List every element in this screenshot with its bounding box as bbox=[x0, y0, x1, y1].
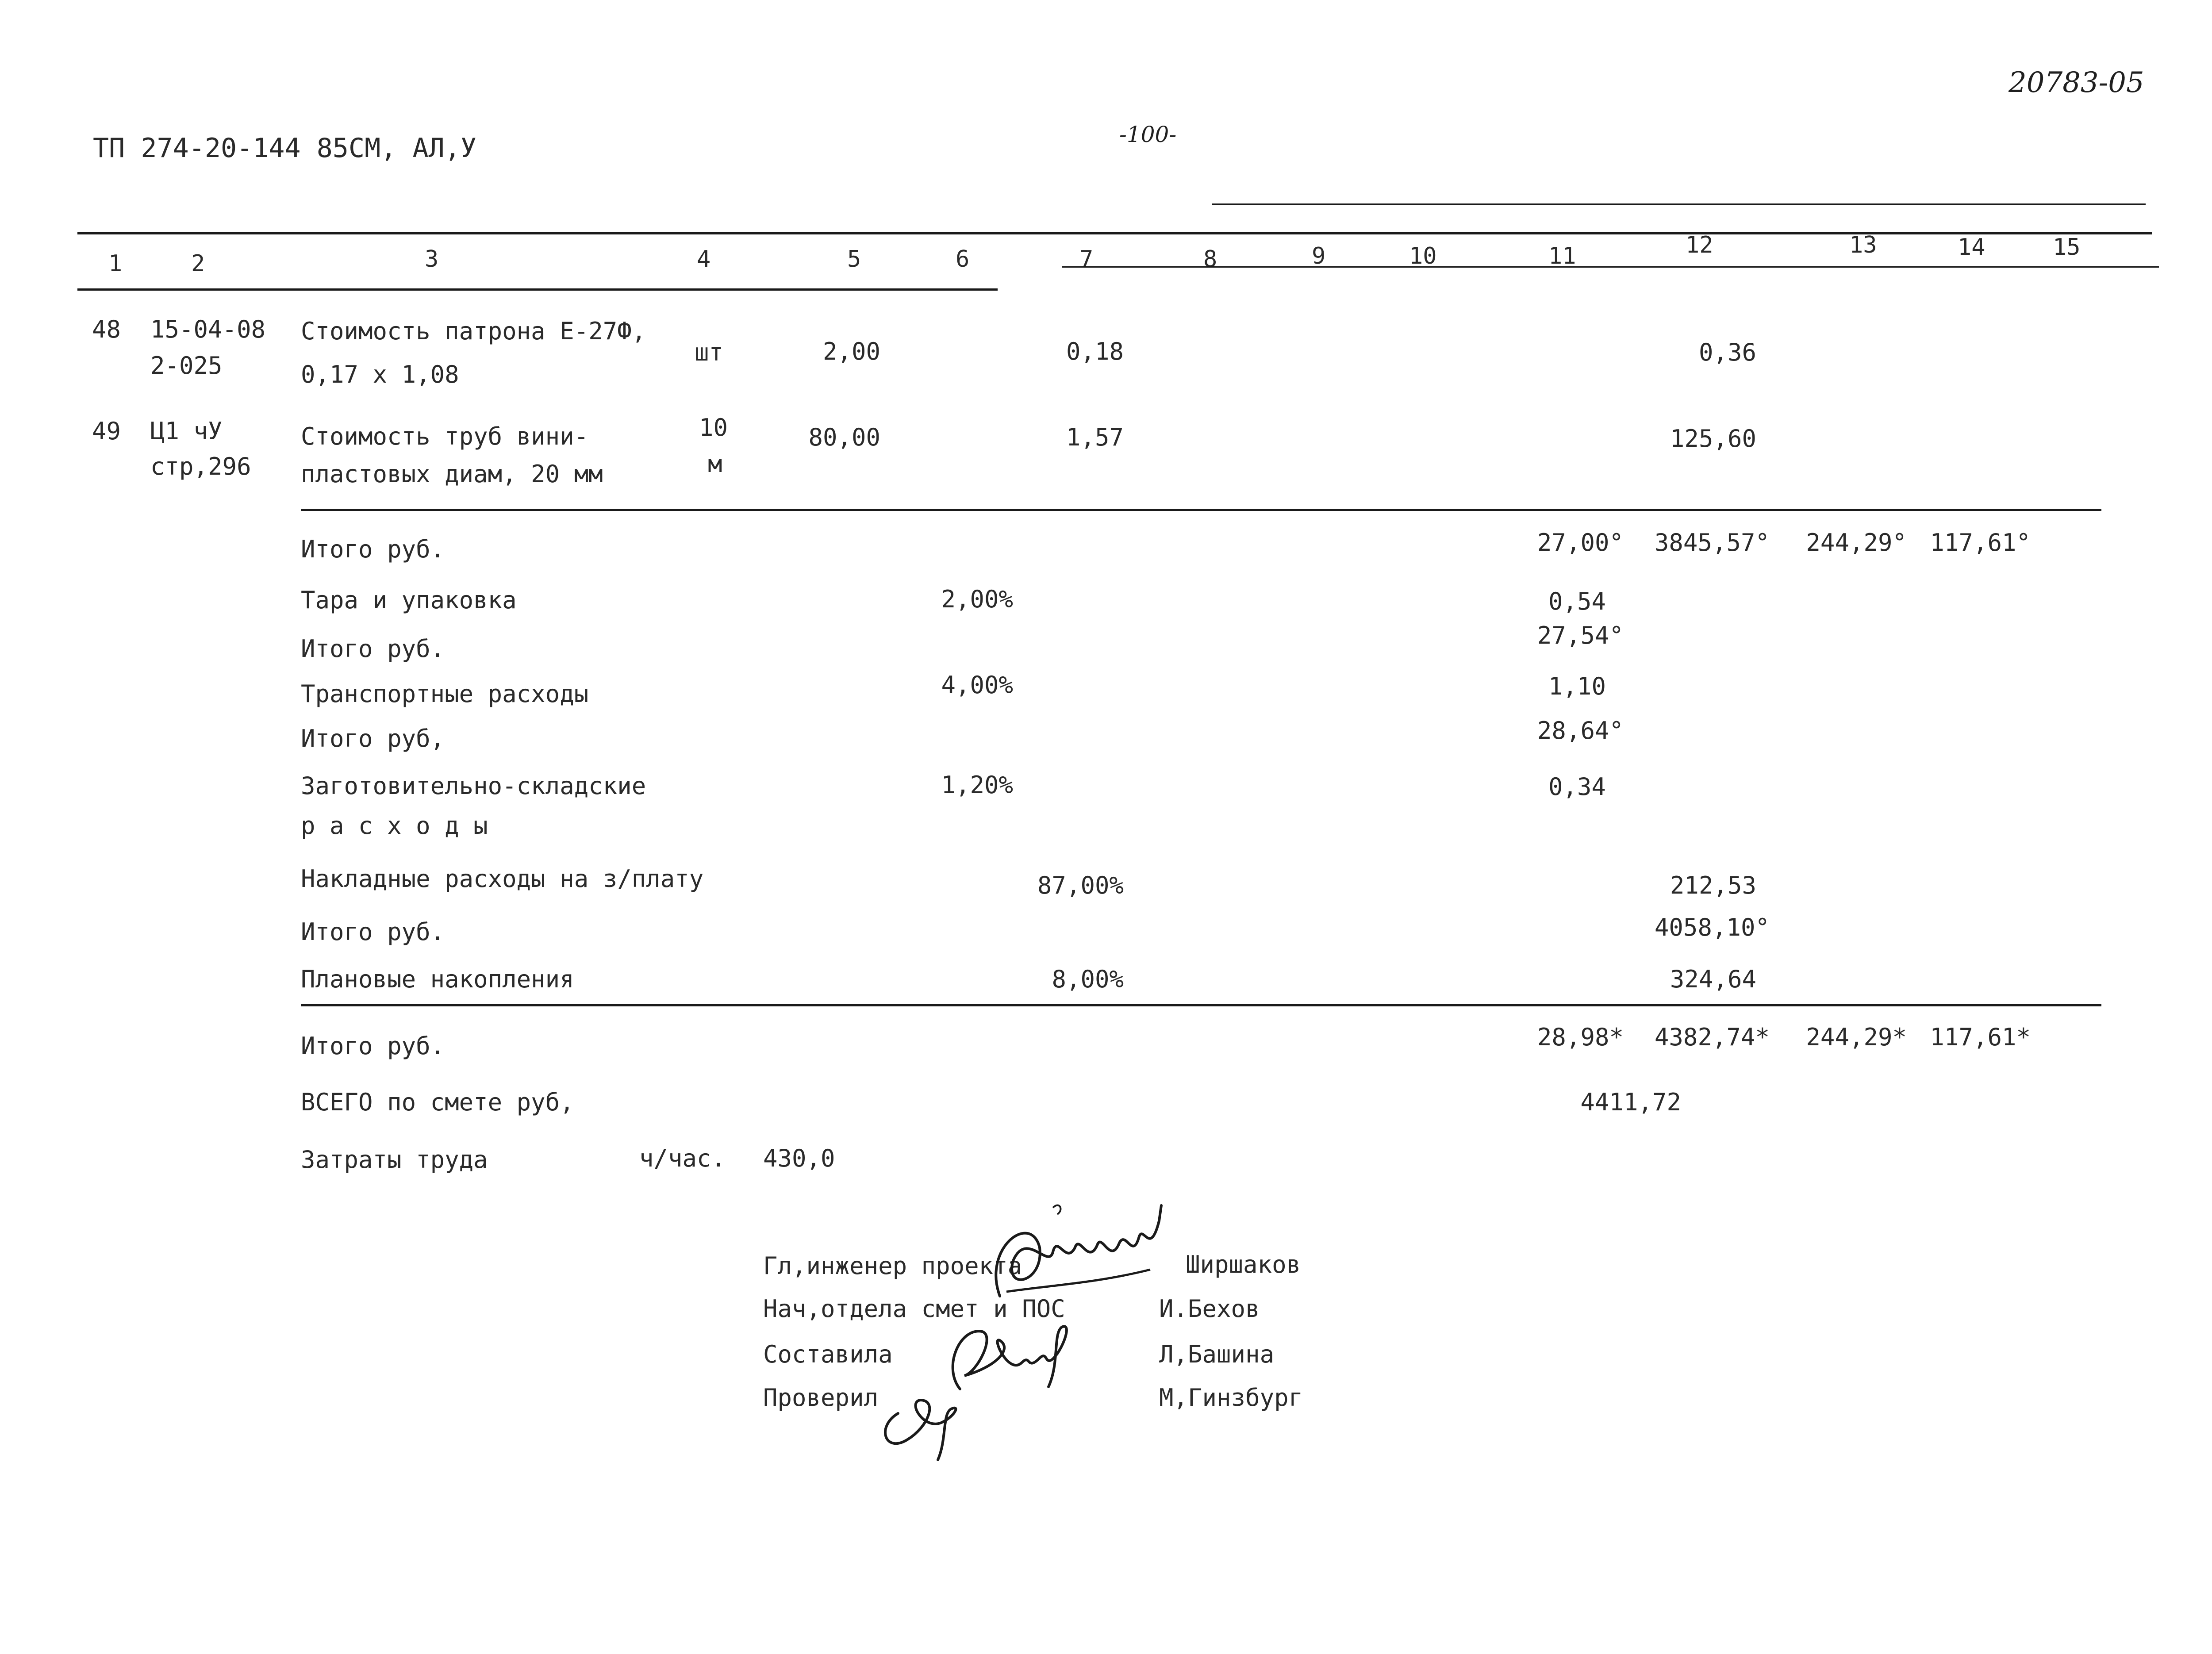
nakladnye-label: Накладные расходы на з/плату bbox=[301, 865, 704, 893]
column-number-7: 7 bbox=[1079, 246, 1094, 272]
planovye-label: Плановые накопления bbox=[301, 965, 574, 993]
signature-name-4: М,Гинзбург bbox=[1159, 1384, 1303, 1412]
labor-value: 430,0 bbox=[763, 1144, 835, 1172]
row-49-num: 49 bbox=[92, 417, 121, 445]
signature-role-3: Составила bbox=[763, 1340, 893, 1368]
itogo-5-col11: 28,98* bbox=[1537, 1023, 1624, 1051]
itogo-2-label: Итого руб. bbox=[301, 635, 445, 663]
row-49-price: 1,57 bbox=[1066, 423, 1124, 451]
signature-name-1: Ширшаков bbox=[1186, 1251, 1301, 1278]
itogo-3-label: Итого руб, bbox=[301, 725, 445, 752]
nakladnye-pct: 87,00% bbox=[1037, 871, 1124, 899]
column-number-5: 5 bbox=[847, 246, 861, 272]
tara-col11: 0,54 bbox=[1548, 587, 1606, 615]
column-number-2: 2 bbox=[191, 250, 205, 277]
row-48-qty: 2,00 bbox=[822, 338, 880, 365]
rows-bottom-line bbox=[301, 509, 2101, 511]
header-top-line bbox=[77, 232, 2152, 234]
column-number-11: 11 bbox=[1548, 243, 1576, 269]
row-49-qty: 80,00 bbox=[808, 423, 880, 451]
signature-role-1: Гл,инженер проекта bbox=[763, 1252, 1022, 1280]
top-rule-right bbox=[1212, 203, 2146, 205]
column-number-10: 10 bbox=[1409, 243, 1437, 269]
labor-unit: ч/час. bbox=[639, 1144, 726, 1172]
itogo-1-col13: 244,29° bbox=[1806, 529, 1907, 556]
doc-code: ТП 274-20-144 85СМ, АЛ,У bbox=[93, 133, 476, 164]
itogo-5-col14: 117,61* bbox=[1930, 1023, 2031, 1051]
header-bottom-line bbox=[77, 288, 998, 291]
row-49-code-2: стр,296 bbox=[150, 453, 251, 480]
zagot-label-1: Заготовительно-складские bbox=[301, 772, 646, 800]
itogo-5-label: Итого руб. bbox=[301, 1032, 445, 1060]
row-49-desc-2: пластовых диам, 20 мм bbox=[301, 460, 603, 488]
column-number-1: 1 bbox=[108, 250, 123, 277]
transport-pct: 4,00% bbox=[941, 671, 1013, 699]
transport-label: Транспортные расходы bbox=[301, 680, 589, 708]
itogo-5-col12: 4382,74* bbox=[1654, 1023, 1770, 1051]
itogo-1-col14: 117,61° bbox=[1930, 529, 2031, 556]
row-48-unit: шт bbox=[695, 338, 724, 366]
itogo-1-col12: 3845,57° bbox=[1654, 529, 1770, 556]
itogo-2-col11: 27,54° bbox=[1537, 622, 1624, 649]
column-number-9: 9 bbox=[1312, 243, 1326, 269]
row-48-desc-1: Стоимость патрона Е-27Ф, bbox=[301, 317, 646, 345]
column-number-13: 13 bbox=[1849, 232, 1877, 258]
signature-role-4: Проверил bbox=[763, 1384, 879, 1412]
column-number-12: 12 bbox=[1686, 232, 1713, 258]
row-48-price: 0,18 bbox=[1066, 338, 1124, 365]
tara-pct: 2,00% bbox=[941, 585, 1013, 613]
column-number-6: 6 bbox=[956, 246, 970, 272]
row-49-unit-2: м bbox=[708, 450, 722, 478]
column-number-14: 14 bbox=[1958, 234, 1985, 261]
row-48-code-2: 2-025 bbox=[150, 352, 223, 380]
itogo-5-col13: 244,29* bbox=[1806, 1023, 1907, 1051]
transport-col11: 1,10 bbox=[1548, 672, 1606, 700]
signature-role-2: Нач,отдела смет и ПОС bbox=[763, 1295, 1065, 1323]
signature-name-3: Л,Башина bbox=[1159, 1340, 1275, 1368]
nakladnye-col12: 212,53 bbox=[1670, 871, 1756, 899]
page-number: -100- bbox=[1119, 122, 1177, 147]
row-49-code-1: Ц1 чУ bbox=[150, 417, 223, 445]
itogo-1-col11: 27,00° bbox=[1537, 529, 1624, 556]
row-49-unit-1: 10 bbox=[699, 414, 728, 441]
row-48-desc-2: 0,17 х 1,08 bbox=[301, 361, 459, 388]
summary-bottom-line bbox=[301, 1004, 2101, 1006]
itogo-1-label: Итого руб. bbox=[301, 535, 445, 563]
row-49-desc-1: Стоимость труб вини- bbox=[301, 422, 589, 450]
column-number-8: 8 bbox=[1203, 246, 1217, 272]
vsego-value: 4411,72 bbox=[1580, 1088, 1681, 1116]
signature-scribble-chief-engineer bbox=[964, 1194, 1186, 1309]
column-number-3: 3 bbox=[425, 246, 439, 272]
planovye-col12: 324,64 bbox=[1670, 965, 1756, 993]
itogo-4-label: Итого руб. bbox=[301, 918, 445, 946]
planovye-pct: 8,00% bbox=[1052, 965, 1124, 993]
column-number-4: 4 bbox=[697, 246, 711, 272]
tara-label: Тара и упаковка bbox=[301, 586, 517, 614]
row-48-total: 0,36 bbox=[1698, 338, 1756, 366]
row-48-num: 48 bbox=[92, 315, 121, 343]
labor-label: Затраты труда bbox=[301, 1146, 488, 1174]
signature-scribble-checker bbox=[867, 1365, 973, 1462]
zagot-pct: 1,20% bbox=[941, 771, 1013, 799]
column-number-15: 15 bbox=[2053, 234, 2081, 261]
zagot-label-2: р а с х о д ы bbox=[301, 812, 488, 840]
row-49-total: 125,60 bbox=[1670, 425, 1756, 453]
zagot-col11: 0,34 bbox=[1548, 773, 1606, 801]
signature-name-2: И.Бехов bbox=[1159, 1295, 1260, 1323]
itogo-4-col12: 4058,10° bbox=[1654, 913, 1770, 941]
column-number-underline bbox=[1062, 266, 2159, 268]
vsego-label: ВСЕГО по смете руб, bbox=[301, 1088, 574, 1116]
itogo-3-col11: 28,64° bbox=[1537, 717, 1624, 744]
archive-number: 20783-05 bbox=[2008, 66, 2144, 99]
row-48-code-1: 15-04-08 bbox=[150, 315, 266, 343]
